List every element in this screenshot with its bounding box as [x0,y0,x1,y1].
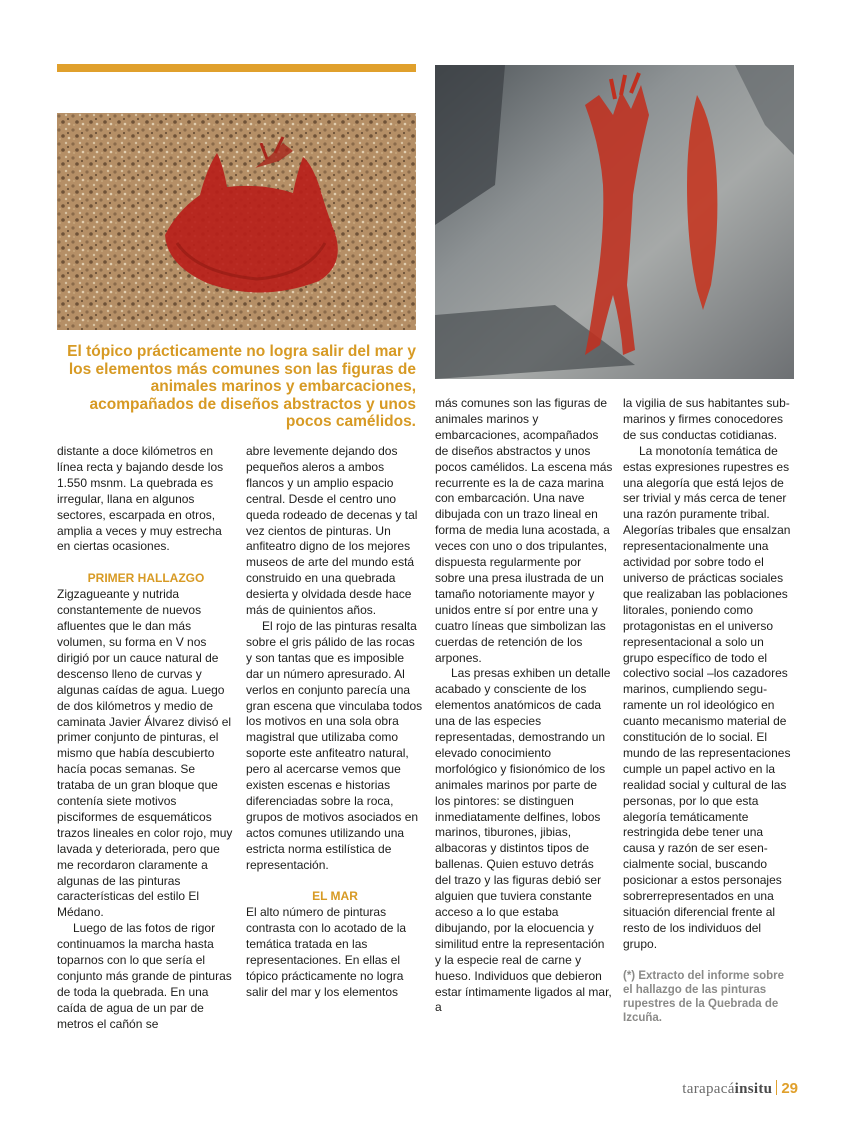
page-footer [682,1080,798,1098]
pull-quote: El tópico prácticamente no logra salir del mar y los elementos más comunes son las figuras de animales marinos y embarcaciones, acompañados de diseños abstractos y unos pocos camélidos. [67,343,416,431]
rock-art-photo-red-figures [435,65,794,379]
text-column-2 [246,444,424,1001]
magazine-brand: tarapacáinsitu [682,1081,773,1097]
accent-bar [57,64,416,72]
paragraph: Las presas exhiben un detalle acabado y consciente de los elementos anatómicos de cada una de las especies representadas, demostrando un elevado conocimiento morfológico y fisionómico de los animales marinos por parte de los pintores: se distinguen inmediatamente delfines, lobos marinos, tiburones, jibias, albacoras y distintos tipos de ballenas. Quien estuvo detrás del trazo y las figuras debió ser alguien que tuviera constante acceso a lo que estaba dibujando, por la elocuencia y similitud entre la representación y la especie real de carne y hueso. Individuos que debieron estar íntimamente ligados al mar, a [435,666,612,1015]
footer-divider [776,1080,777,1095]
paragraph: El alto número de pinturas contrasta con lo acotado de la temática tratada en las representaciones. En ellas el tópico prácticamente no logra salir del mar y los elementos [246,905,407,999]
section-heading-primer-hallazgo: PRIMER HALLAZGO [87,571,205,586]
paragraph: abre levemente dejando dos pequeños aleros a ambos flancos y un amplio espacio central. Desde el centro uno queda rodeado de decenas y tal vez cientos de pinturas. Un anfiteatro digno de los mejores museos de arte del mundo está construido en una quebrada desierta y olvidada desde hace más de quinientos años. [246,444,418,618]
page-number: 29 [781,1080,798,1097]
text-column-3 [435,396,613,1016]
source-note: (*) Extracto del informe sobre el hallazgo de las pinturas rupestres de la Quebrada de Izcuña. [623,969,785,1024]
paragraph: la vigilia de sus habitantes submarinos y firmes conocedores de sus conductas cotidianas. [623,396,790,442]
paragraph: distante a doce kilómetros en línea recta y bajando desde los 1.550 msnm. La quebrada es irregular, llana en algunos sectores, escarpada en otros, amplia a veces y muy estrecha en ciertas ocasiones. [57,444,224,554]
paragraph: más comunes son las figuras de animales marinos y embarcaciones, acompañados de diseños abstractos y unos pocos camélidos. La escena más recurrente es la de caza marina con embarcación. Una nave dibujada con un trazo lineal en forma de media luna acostada, a veces con uno o dos tripulantes, dispuesta regularmente por sobre una presa ilustrada de un tamaño notoriamente mayor y unidos entre sí por entre una y cuatro líneas que simbolizan las cuerdas de retención de los arpones. [435,396,613,665]
paragraph: Luego de las fotos de rigor continuamos la marcha hasta toparnos con lo que sería el conjunto más grande de pinturas de toda la quebrada. En una caída de agua de un par de metros el cañón se [57,921,232,1031]
section-heading-el-mar: EL MAR [312,889,358,904]
text-column-4 [623,396,795,1025]
paragraph: La monotonía temática de estas expresiones rupestres es una alegoría que está lejos de ser trivial y más cerca de tener una razón puramente tribal. Alegorías tribales que ensalzan representacionalmente una actividad por sobre todo el universo de prácticas sociales que realizaban las poblaciones litorales, poniendo como protagonistas en el universo representacional a solo un grupo específico de todo el colectivo social –los cazadores marinos, cumpliendo seguramente un rol ideológico en cuanto mecanismo material de constitución de lo social. El mundo de las representaciones cumple un papel activo en la realidad social y cultural de las personas, por lo que esta alegoría temáticamente restringida debe tener una causa y razón de ser esencialmente social, buscando posicionar a estos personajes sobrerrepresentados en una situación diferencial frente al resto de los individuos del grupo. [623,443,791,951]
paragraph: El rojo de las pinturas resalta sobre el gris pálido de las rocas y son tantas que es imposible dar un número apresurado. Al verlos en conjunto parecía una gran escena que vinculaba todos los motivos en una sola obra magistral que utilizaba como soporte este anfiteatro natural, pero al acercarse vemos que existen escenas e historias diferenciadas sobre la roca, grupos de motivos asociados en actos comunes utilizando una estricta norma estilística de representación. [246,618,423,872]
paragraph: Zigzagueante y nutrida constantemente de nuevos afluentes que le dan más volumen, su forma en V nos dirigió por un cauce natural de descenso lleno de curvas y algunas caídas de agua. Luego de dos kilómetros y medio de caminata Javier Álvarez divisó el primer conjunto de pinturas, el mismo que había descubierto hacía pocas semanas. Se trataba de un gran bloque que contenía siete motivos pisciformes de esquemáticos trazos lineales en color rojo, muy lavada y deteriorada, pero que me recordaron claramente a algunas de las pinturas características del estilo El Médano. [57,587,233,920]
text-column-1 [57,444,235,1033]
rock-art-photo-marine-animal [57,113,416,330]
